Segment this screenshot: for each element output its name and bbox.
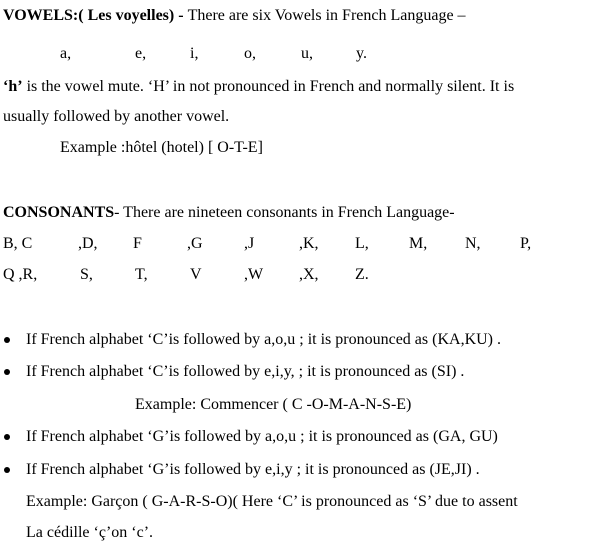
garcon-example-line-1: Example: Garçon ( G-A-R-S-O)( Here ‘C’ is pronounced as ‘S’ due to assent xyxy=(26,493,518,510)
vowel-letter: e, xyxy=(135,45,147,62)
consonant: P, xyxy=(520,235,532,252)
commencer-example: Example: Commencer ( C -O-M-A-N-S-E) xyxy=(135,396,412,413)
rule-text: If French alphabet ‘C’is followed by a,o,u ; it is pronounced as (KA,KU) . xyxy=(26,331,501,348)
rule-text: If French alphabet ‘C’is followed by e,i,y, ; it is pronounced as (SI) . xyxy=(26,363,465,380)
consonant: Z. xyxy=(355,266,369,283)
consonant: L, xyxy=(355,235,369,252)
rule-text: If French alphabet ‘G’is followed by a,o,u ; it is pronounced as (GA, GU) xyxy=(26,428,498,445)
consonant: ,K, xyxy=(299,235,319,252)
consonants-heading-line xyxy=(3,203,455,223)
h-mute-text-1: is the vowel mute. ‘H’ in not pronounced in French and normally silent. It is xyxy=(22,78,515,95)
bullet-icon xyxy=(4,434,10,440)
consonants-intro: - There are nineteen consonants in French Language- xyxy=(114,204,455,221)
vowel-letter: o, xyxy=(244,45,256,62)
vowels-heading-line xyxy=(3,6,466,26)
consonant: M, xyxy=(409,235,428,252)
consonant: V xyxy=(190,266,202,283)
vowels-heading: VOWELS:( Les voyelles) xyxy=(3,7,175,24)
vowel-letter: y. xyxy=(356,45,367,62)
bullet-icon xyxy=(4,369,10,375)
consonants-heading: CONSONANTS xyxy=(3,204,115,221)
vowel-letter: a, xyxy=(60,45,72,62)
consonant: T, xyxy=(135,266,148,283)
bullet-icon xyxy=(4,337,10,343)
bullet-icon xyxy=(4,467,10,473)
consonant: ,J xyxy=(244,235,255,252)
consonant: ,D, xyxy=(78,235,98,252)
consonant: ,X, xyxy=(299,266,319,283)
vowel-letter: i, xyxy=(190,45,199,62)
h-mute-line-1 xyxy=(3,77,514,97)
consonant: S, xyxy=(80,266,93,283)
hotel-example: Example :hôtel (hotel) [ O-T-E] xyxy=(60,139,263,156)
h-mute-line-2: usually followed by another vowel. xyxy=(3,108,230,125)
consonant: ,G xyxy=(187,235,203,252)
rule-text: If French alphabet ‘G’is followed by e,i,y ; it is pronounced as (JE,JI) . xyxy=(26,461,480,478)
vowels-intro: There are six Vowels in French Language – xyxy=(187,7,466,24)
consonant: F xyxy=(133,235,142,252)
consonant: N, xyxy=(465,235,481,252)
consonant: B, C xyxy=(3,235,33,252)
vowels-heading-separator: - xyxy=(174,7,188,24)
vowel-letter: u, xyxy=(301,45,313,62)
garcon-example-line-2: La cédille ‘ç’on ‘c’. xyxy=(26,524,154,541)
consonant: ,W xyxy=(244,266,264,283)
h-letter: ‘h’ xyxy=(3,78,23,95)
consonant: Q ,R, xyxy=(3,266,38,283)
